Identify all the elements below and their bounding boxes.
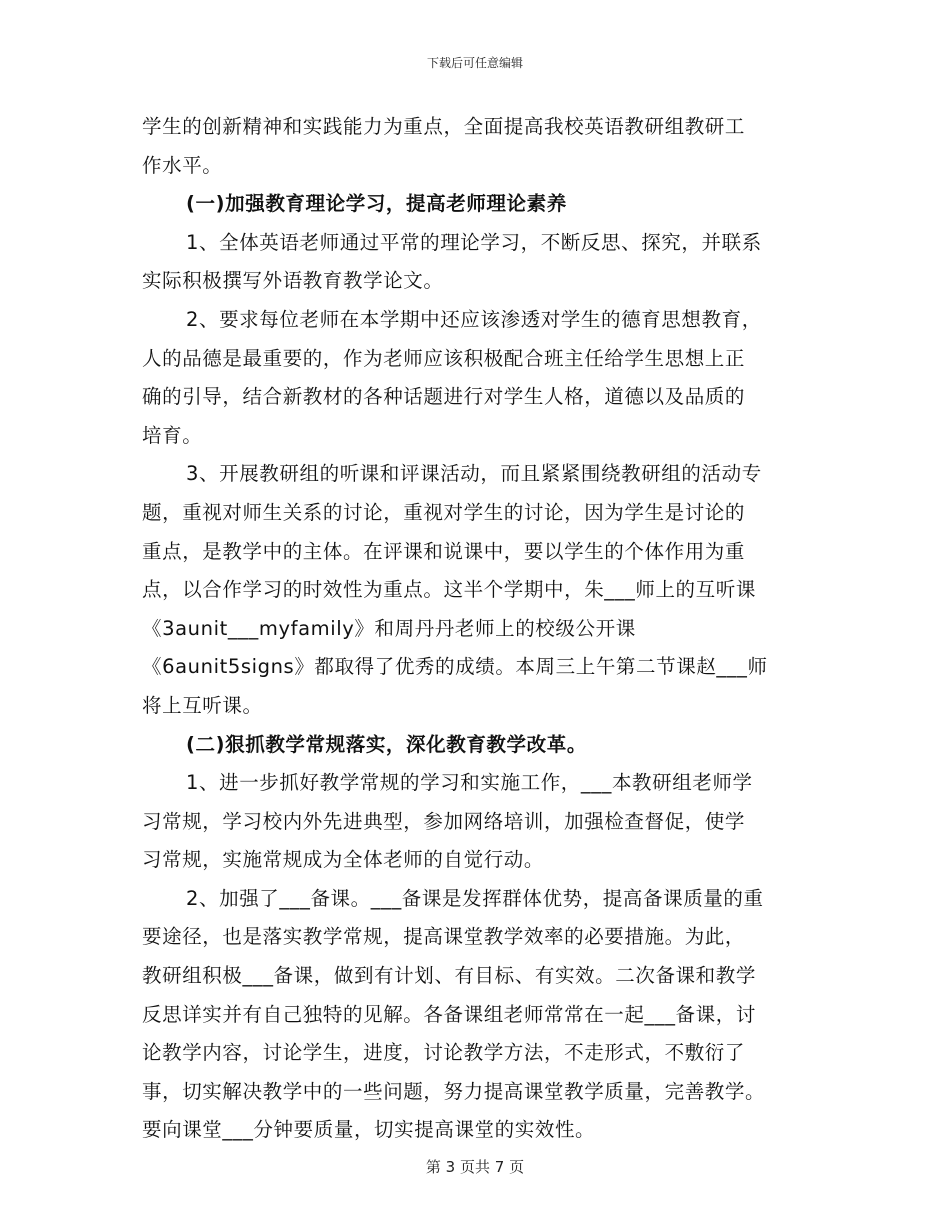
body-line: 要向课堂___分钟要质量，切实提高课堂的实效性。: [142, 1118, 596, 1142]
body-line: 教研组积极___备课，做到有计划、有目标、有实效。二次备课和教学: [142, 964, 756, 988]
body-line: 作水平。: [142, 153, 223, 177]
body-line: 确的引导，结合新教材的各种话题进行对学生人格，道德以及品质的: [142, 385, 746, 409]
body-line: 学生的创新精神和实践能力为重点，全面提高我校英语教研组教研工: [142, 115, 746, 138]
body-line: 重点，是教学中的主体。在评课和说课中，要以学生的个体作用为重: [142, 539, 746, 563]
body-line: 反思详实并有自己独特的见解。各备课组老师常常在一起___备课，讨: [142, 1002, 756, 1026]
body-line: 2、加强了___备课。___备课是发挥群体优势，提高备课质量的重: [186, 886, 764, 910]
body-line: 《3aunit___myfamily》和周丹丹老师上的校级公开课: [142, 616, 636, 640]
body-line: 将上互听课。: [142, 693, 263, 717]
section-heading: (一)加强教育理论学习，提高老师理论素养: [186, 192, 567, 216]
page-header: 下载后可任意编辑: [426, 56, 523, 70]
body-line: 事，切实解决教学中的一些问题，努力提高课堂教学质量，完善教学。: [142, 1079, 766, 1103]
document-body: [142, 108, 814, 1150]
body-line: 1、进一步抓好教学常规的学习和实施工作，___本教研组老师学: [186, 771, 753, 795]
body-line: 实际积极撰写外语教育教学论文。: [142, 269, 444, 293]
body-line: 要途径，也是落实教学常规，提高课堂教学效率的必要措施。为此，: [142, 925, 746, 949]
body-line: 1、全体英语老师通过平常的理论学习，不断反思、探究，并联系: [186, 230, 762, 254]
body-line: 习常规，实施常规成为全体老师的自觉行动。: [142, 848, 545, 872]
body-line: 培育。: [142, 423, 203, 447]
body-line: 3、开展教研组的听课和评课活动，而且紧紧围绕教研组的活动专: [186, 462, 762, 486]
body-line: 论教学内容，讨论学生，进度，讨论教学方法，不走形式，不敷衍了: [142, 1041, 746, 1065]
body-line: 点，以合作学习的时效性为重点。这半个学期中，朱___师上的互听课: [142, 578, 756, 602]
page-footer: 第 3 页共 7 页: [425, 1158, 525, 1176]
body-line: 人的品德是最重要的，作为老师应该积极配合班主任给学生思想上正: [142, 346, 746, 370]
body-line: 题，重视对师生关系的讨论，重视对学生的讨论，因为学生是讨论的: [142, 500, 746, 524]
body-line: 习常规，学习校内外先进典型，参加网络培训，加强检查督促，使学: [142, 809, 746, 833]
body-line: 《6aunit5signs》都取得了优秀的成绩。本周三上午第二节课赵___师: [142, 655, 768, 679]
body-line: 2、要求每位老师在本学期中还应该渗透对学生的德育思想教育，: [186, 307, 762, 331]
section-heading: (二)狠抓教学常规落实，深化教育教学改革。: [186, 732, 587, 756]
